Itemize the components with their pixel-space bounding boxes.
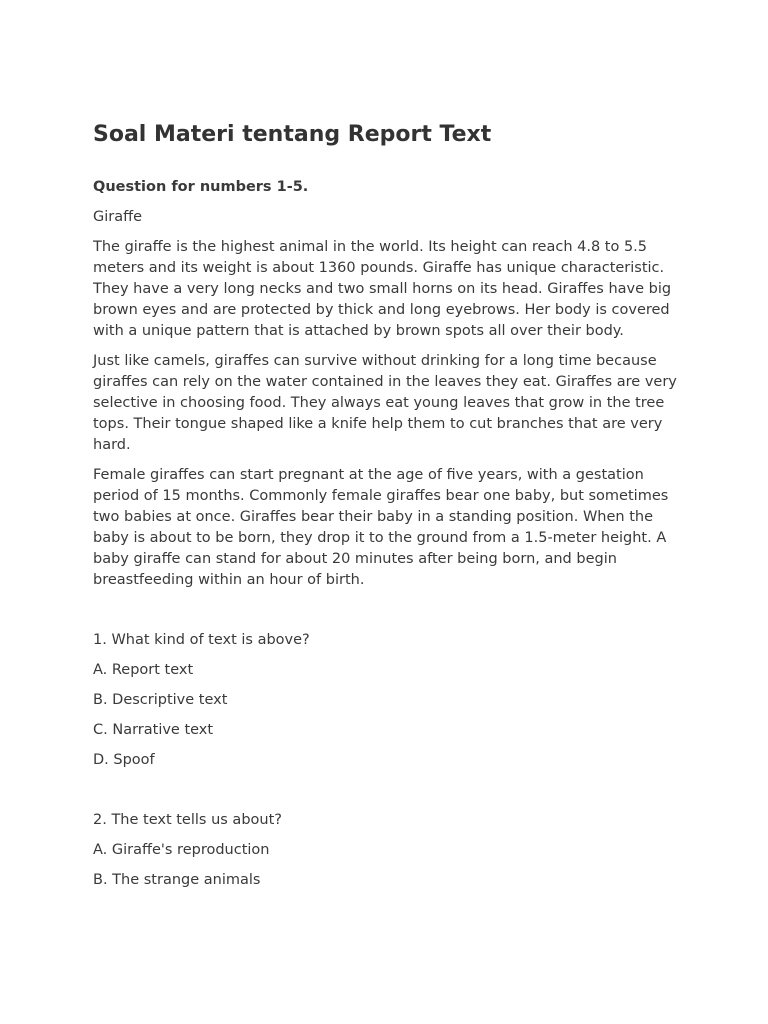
answer-option: C. Narrative text	[93, 722, 214, 738]
document-title: Soal Materi tentang Report Text	[93, 122, 492, 147]
paragraph: The giraffe is the highest animal in the world. Its height can reach 4.8 to 5.5 meters and its weight is about 1360 pounds. Giraffe has unique characteristic. They have a very long necks and two small horns on its head. Giraffes have big brown eyes and are protected by thick and long eyebrows. Her body is covered with a unique pattern that is attached by brown spots all over their body.	[93, 239, 672, 339]
question-block	[93, 630, 683, 771]
text-title: Giraffe	[93, 209, 143, 225]
answer-option: B. The strange animals	[93, 872, 261, 888]
document-page	[93, 118, 683, 900]
spacer	[93, 780, 683, 810]
spacer	[93, 600, 683, 630]
paragraph: Female giraffes can start pregnant at the age of five years, with a gestation period of 15 months. Commonly female giraffes bear one baby, but sometimes two babies at once. Giraffes bear their baby in a standing position. When the baby is about to be born, they drop it to the ground from a 1.5-meter height. A baby giraffe can stand for about 20 minutes after being born, and begin breastfeeding within an hour of birth.	[93, 467, 669, 588]
answer-option: D. Spoof	[93, 752, 155, 768]
question-text: 1. What kind of text is above?	[93, 632, 310, 648]
section-heading: Question for numbers 1-5.	[93, 179, 309, 195]
question-block	[93, 810, 683, 891]
answer-option: A. Giraffe's reproduction	[93, 842, 270, 858]
answer-option: A. Report text	[93, 662, 194, 678]
answer-option: B. Descriptive text	[93, 692, 228, 708]
paragraph: Just like camels, giraffes can survive without drinking for a long time because giraffes can rely on the water contained in the leaves they eat. Giraffes are very selective in choosing food. They always eat young leaves that grow in the tree tops. Their tongue shaped like a knife help them to cut branches that are very hard.	[93, 353, 677, 453]
question-text: 2. The text tells us about?	[93, 812, 282, 828]
